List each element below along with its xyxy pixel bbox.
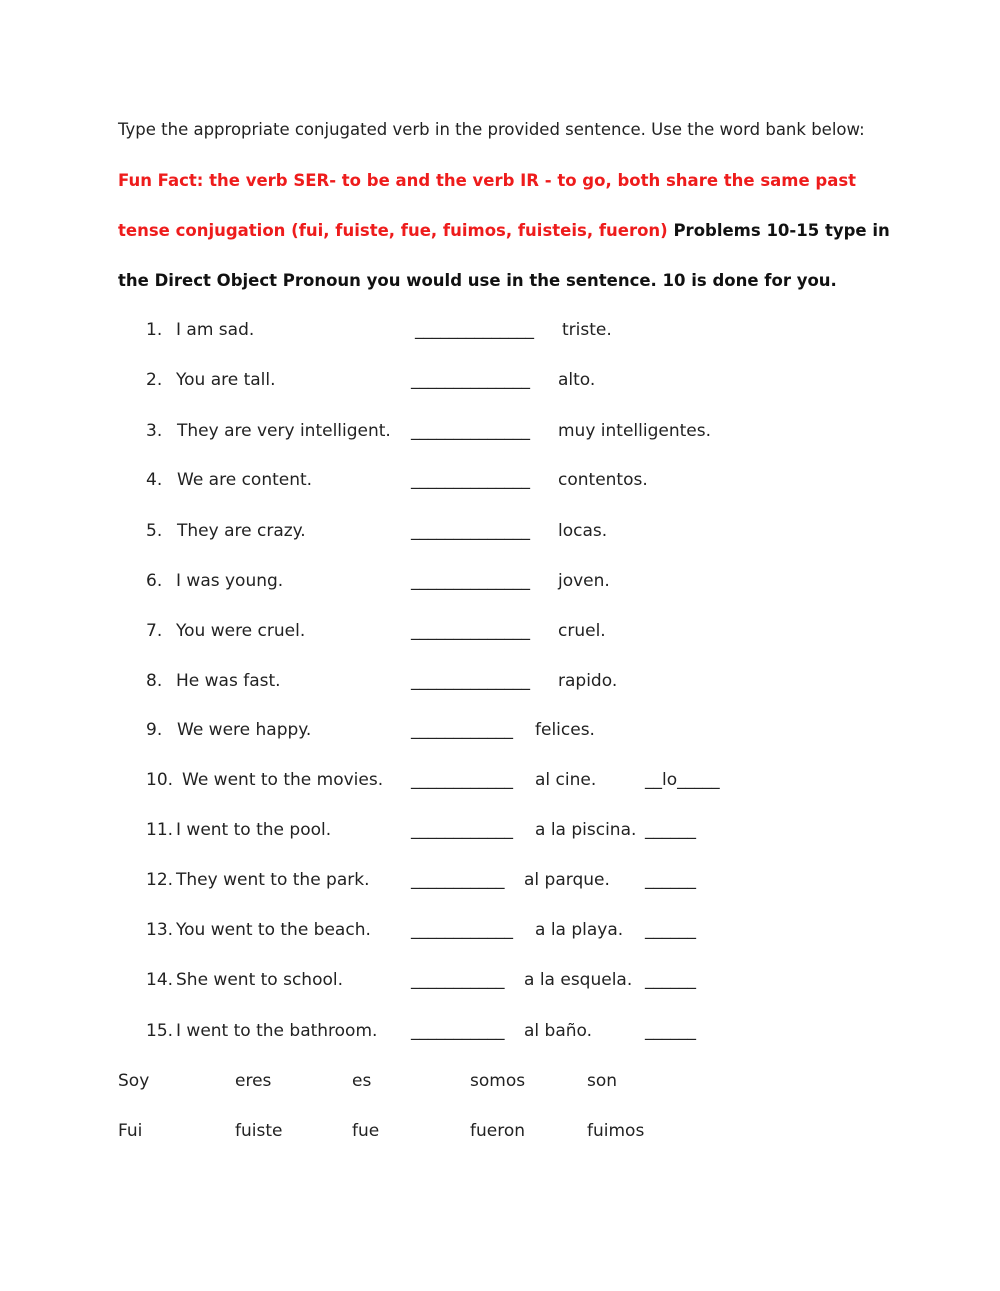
verb-answer-blank[interactable]: ____________ xyxy=(411,920,513,940)
instructions: Type the appropriate conjugated verb in the provided sentence. Use the word bank below: xyxy=(118,120,865,139)
spanish-sentence: cruel. xyxy=(558,621,606,641)
english-sentence: They are crazy. xyxy=(177,521,306,541)
pronoun-answer-blank[interactable]: ______ xyxy=(645,820,696,840)
verb-answer-blank[interactable]: ______________ xyxy=(411,370,530,390)
spanish-sentence: contentos. xyxy=(558,470,648,490)
problem-number: 6. xyxy=(146,571,163,591)
spanish-sentence: rapido. xyxy=(558,671,618,691)
spanish-sentence: al parque. xyxy=(524,870,610,890)
spanish-sentence: al baño. xyxy=(524,1021,593,1041)
word-bank-item: eres xyxy=(235,1071,272,1091)
problem-row xyxy=(0,917,1000,943)
english-sentence: He was fast. xyxy=(176,671,281,691)
pronoun-answer-blank[interactable]: ______ xyxy=(645,1021,696,1041)
problem-number: 9. xyxy=(146,720,163,740)
fun-fact-text-1: Fun Fact: the verb SER- to be and the verb IR - to go, both share the same past xyxy=(118,171,857,190)
problem-row xyxy=(0,767,1000,793)
english-sentence: I was young. xyxy=(176,571,284,591)
word-bank-item: fuiste xyxy=(235,1121,283,1141)
fun-fact-text-2: tense conjugation (fui, fuiste, fue, fuimos, fuisteis, fueron) xyxy=(118,221,668,240)
verb-answer-blank[interactable]: ____________ xyxy=(411,770,513,790)
verb-answer-blank[interactable]: ______________ xyxy=(411,621,530,641)
word-bank-item: fueron xyxy=(470,1121,526,1141)
problem-number: 7. xyxy=(146,621,163,641)
word-bank-item: Soy xyxy=(118,1071,150,1091)
problem-row xyxy=(0,317,1000,343)
problem-number: 11. xyxy=(146,820,174,840)
word-bank-item: fue xyxy=(352,1121,380,1141)
spanish-sentence: muy intelligentes. xyxy=(558,421,711,441)
verb-answer-blank[interactable]: ______________ xyxy=(415,320,534,340)
pronoun-answer-blank[interactable]: __lo_____ xyxy=(645,770,720,790)
english-sentence: I am sad. xyxy=(176,320,255,340)
word-bank-row xyxy=(0,1118,1000,1144)
problem-row xyxy=(0,367,1000,393)
problem-row xyxy=(0,668,1000,694)
english-sentence: You are tall. xyxy=(176,370,276,390)
fun-fact-line-2 xyxy=(118,219,890,243)
spanish-sentence: triste. xyxy=(562,320,612,340)
english-sentence: We were happy. xyxy=(177,720,312,740)
verb-answer-blank[interactable]: ______________ xyxy=(411,521,530,541)
spanish-sentence: a la piscina. xyxy=(535,820,637,840)
english-sentence: I went to the pool. xyxy=(176,820,332,840)
english-sentence: She went to school. xyxy=(176,970,344,990)
pronoun-answer-blank[interactable]: ______ xyxy=(645,870,696,890)
word-bank-item: es xyxy=(352,1071,372,1091)
verb-answer-blank[interactable]: ______________ xyxy=(411,571,530,591)
english-sentence: We went to the movies. xyxy=(182,770,384,790)
problem-number: 10. xyxy=(146,770,174,790)
problems-note-line xyxy=(118,269,837,293)
problem-row xyxy=(0,618,1000,644)
problems-note-2: the Direct Object Pronoun you would use in the sentence. 10 is done for you. xyxy=(118,271,837,290)
word-bank-item: somos xyxy=(470,1071,526,1091)
problem-number: 2. xyxy=(146,370,163,390)
problem-number: 8. xyxy=(146,671,163,691)
problem-number: 3. xyxy=(146,421,163,441)
spanish-sentence: a la esquela. xyxy=(524,970,633,990)
problem-number: 5. xyxy=(146,521,163,541)
word-bank-row xyxy=(0,1068,1000,1094)
problem-row xyxy=(0,817,1000,843)
word-bank-item: fuimos xyxy=(587,1121,645,1141)
pronoun-answer-blank[interactable]: ______ xyxy=(645,970,696,990)
spanish-sentence: al cine. xyxy=(535,770,597,790)
pronoun-answer-blank[interactable]: ______ xyxy=(645,920,696,940)
verb-answer-blank[interactable]: ____________ xyxy=(411,720,513,740)
verb-answer-blank[interactable]: ______________ xyxy=(411,421,530,441)
problem-row xyxy=(0,518,1000,544)
spanish-sentence: felices. xyxy=(535,720,595,740)
english-sentence: They are very intelligent. xyxy=(177,421,391,441)
spanish-sentence: alto. xyxy=(558,370,596,390)
english-sentence: You were cruel. xyxy=(176,621,306,641)
verb-answer-blank[interactable]: ______________ xyxy=(411,671,530,691)
problem-number: 15. xyxy=(146,1021,174,1041)
problem-row xyxy=(0,467,1000,493)
problem-row xyxy=(0,867,1000,893)
problem-row xyxy=(0,568,1000,594)
problem-row xyxy=(0,1018,1000,1044)
word-bank-item: son xyxy=(587,1071,618,1091)
problem-number: 1. xyxy=(146,320,163,340)
problem-number: 13. xyxy=(146,920,174,940)
problem-row xyxy=(0,418,1000,444)
problems-note-1: Problems 10-15 type in xyxy=(667,221,890,240)
problem-row xyxy=(0,717,1000,743)
verb-answer-blank[interactable]: ___________ xyxy=(411,1021,505,1041)
english-sentence: You went to the beach. xyxy=(176,920,371,940)
english-sentence: We are content. xyxy=(177,470,313,490)
problem-number: 12. xyxy=(146,870,174,890)
problem-row xyxy=(0,967,1000,993)
problem-number: 4. xyxy=(146,470,163,490)
spanish-sentence: locas. xyxy=(558,521,608,541)
english-sentence: I went to the bathroom. xyxy=(176,1021,378,1041)
spanish-sentence: joven. xyxy=(558,571,610,591)
spanish-sentence: a la playa. xyxy=(535,920,624,940)
english-sentence: They went to the park. xyxy=(176,870,370,890)
verb-answer-blank[interactable]: ____________ xyxy=(411,820,513,840)
fun-fact-line-1 xyxy=(118,169,856,193)
problem-number: 14. xyxy=(146,970,174,990)
verb-answer-blank[interactable]: ______________ xyxy=(411,470,530,490)
verb-answer-blank[interactable]: ___________ xyxy=(411,870,505,890)
word-bank-item: Fui xyxy=(118,1121,143,1141)
verb-answer-blank[interactable]: ___________ xyxy=(411,970,505,990)
